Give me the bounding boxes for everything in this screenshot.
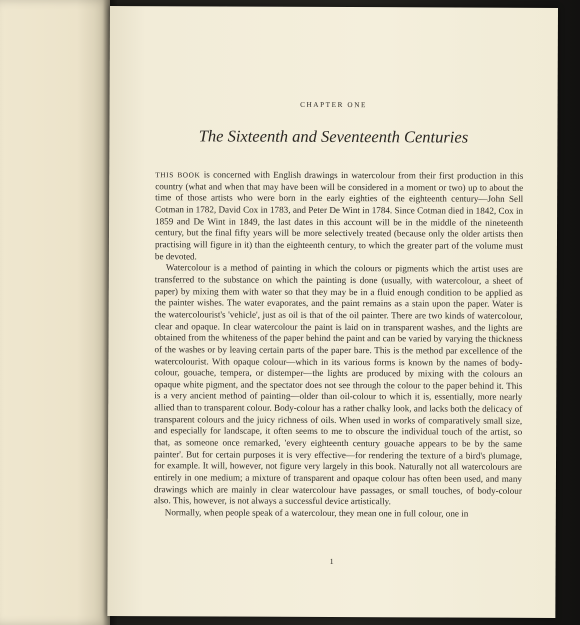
paragraph-text: is concerned with English drawings in watercolour from their first production in this country (what and when that may have been will be considered in a moment or two) up to about the time of those artists who were born in the early eighties of the eighteenth century—John Sell Cotman in 1782, David Cox in 1783, and Peter De Wint in 1784. Since Cotman died in 1842, Cox in 1859 and De Wint in 1849, the last dates in this account will be in the middle of the nineteenth century, but the final fifty years will be more selectively treated (because only the older artists then practising will figure in it) than the eighteenth century, to which the greater part of the volume must be devoted.: [154, 169, 524, 261]
paragraph-1: [155, 169, 523, 264]
paragraph-2: Watercolour is a method of painting in which the colours or pigments which the artist uses are transferred to the substance on which the painting is done (usually, with watercolour, a sheet of paper) by mixing them with water so that they may be in a fluid enough condition to be applied as the painter wishes. The water evaporates, and the paint remains as a stain upon the paper. Water is the watercolourist's 'vehicle', just as oil is that of the oil painter. There are two kinds of watercolour, clear and opaque. In clear watercolour the paint is laid on in transparent washes, and the lights are obtained from the whiteness of the paper behind the paint and can be varied by varying the thickness of the washes or by leaving certain parts of the paper bare. This is the method par excellence of the watercolourist. With opaque colour—which in its various forms is known by the names of body-colour, gouache, tempera, or distemper—the lights are produced by mixing with the colours an opaque white pigment, and the spectator does not see through the colour to the paper behind it. This is a very ancient method of painting—older than oil-colour to which it is, essentially, more nearly allied than to transparent colour. Body-colour has a rather chalky look, and lacks both the delicacy of transparent colours and the juicy richness of oils. When used in works of comparatively small size, and especially for landscape, it often seems to me to obscure the individual touch of the artist, so that, as someone once remarked, 'every eighteenth century gouache appears to be by the same painter'. But for certain purposes it is very effective—for rendering the texture of a bird's plumage, for example. It will, however, not figure very largely in this book. Naturally not all watercolours are entirely in one medium; a mixture of transparent and opaque colour has often been used, and many drawings which are mainly in clear watercolour have passages, or small touches, of body-colour also. This, however, is not always a successful device artistically.: [153, 262, 523, 507]
paragraph-lead: THIS BOOK: [155, 170, 201, 180]
page-number: 1: [329, 556, 334, 566]
paragraph-3: Normally, when people speak of a watercolour, they mean one in full colour, one in: [164, 507, 469, 519]
chapter-title: The Sixteenth and Seventeenth Centuries: [198, 126, 469, 147]
body-text: [154, 169, 524, 520]
chapter-label: CHAPTER ONE: [300, 100, 368, 110]
book-page: [107, 6, 558, 618]
left-page-edge: [0, 0, 110, 625]
